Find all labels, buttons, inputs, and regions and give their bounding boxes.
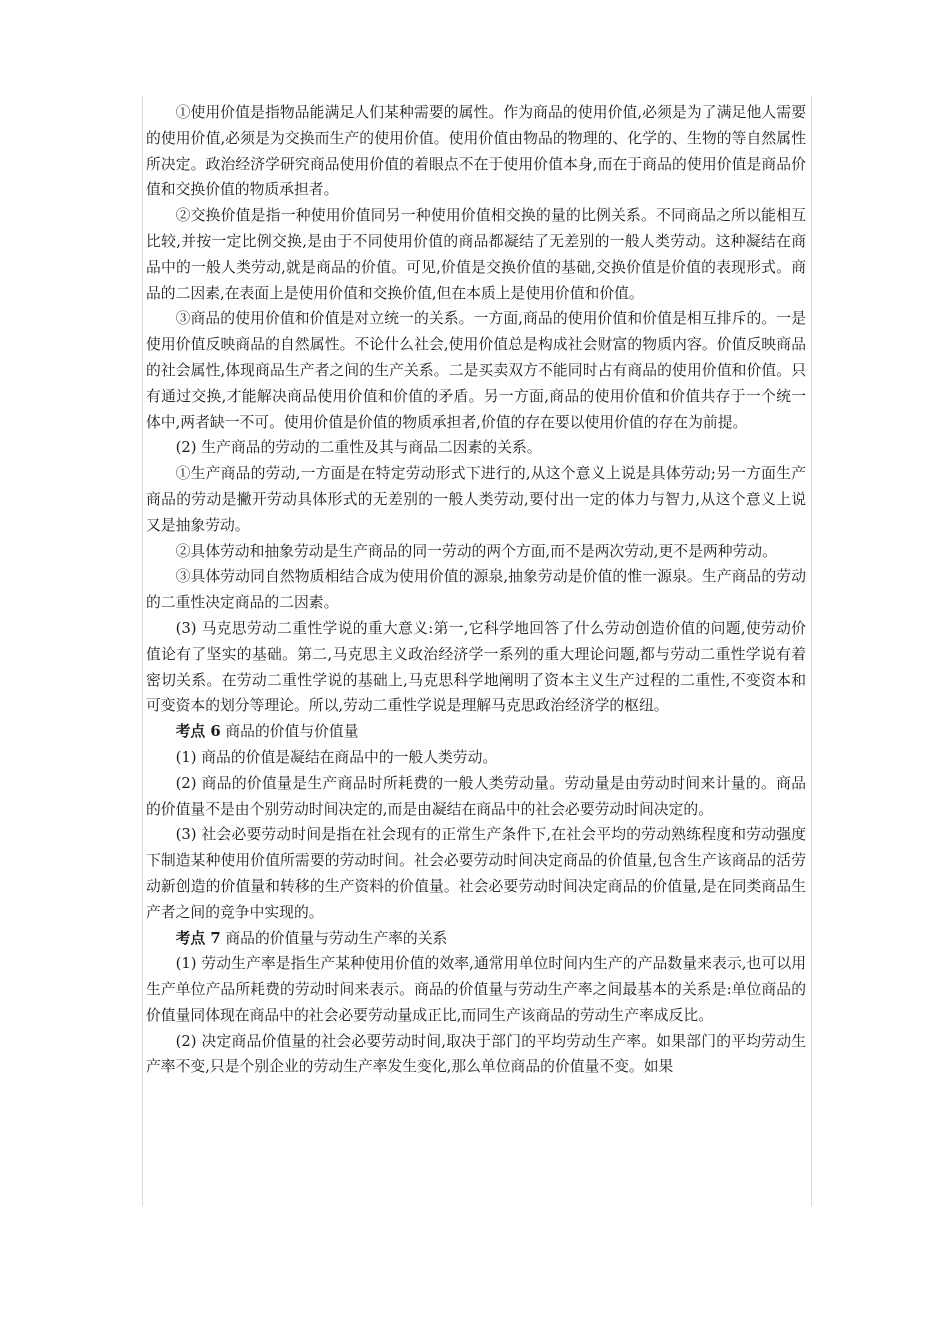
paragraph-source-of-value: ③具体劳动同自然物质相结合成为使用价值的源泉,抽象劳动是价值的惟一源泉。生产商品的劳动的二重性决定商品的二因素。 bbox=[146, 568, 806, 612]
paragraph-exchange-value: ②交换价值是指一种使用价值同另一种使用价值相交换的量的比例关系。不同商品之所以能相互比较,并按一定比例交换,是由于不同使用价值的商品都凝结了无差别的一般人类劳动。这种凝结在商品中的一般人类劳动,就是商品的价值。可见,价值是交换价值的基础,交换价值是价值的表现形式。商品的二因素,在表面上是使用价值和交换价值,但在本质上是使用价值和价值。 bbox=[146, 207, 806, 302]
paragraph-use-value: ①使用价值是指物品能满足人们某种需要的属性。作为商品的使用价值,必须是为了满足他人需要的使用价值,必须是为交换而生产的使用价值。使用价值由物品的物理的、化学的、生物的等自然属性所决定。政治经济学研究商品使用价值的着眼点不在于使用价值本身,而在于商品的使用价值是商品价值和交换价值的物质承担者。 bbox=[146, 104, 806, 199]
section7-paragraph: (1) 劳动生产率是指生产某种使用价值的效率,通常用单位时间内生产的产品数量来表示,也可以用生产单位产品所耗费的劳动时间来表示。商品的价值量与劳动生产率之间最基本的关系是:单位商品的价值量同体现在商品中的社会必要劳动量成正比,而同生产该商品的劳动生产率成反比。 bbox=[146, 955, 806, 1024]
paragraph-significance: (3) 马克思劳动二重性学说的重大意义:第一,它科学地回答了什么劳动创造价值的问题,使劳动价值论有了坚实的基础。第二,马克思主义政治经济学一系列的重大理论问题,都与劳动二重性学说有着密切关系。在劳动二重性学说的基础上,马克思科学地阐明了资本主义生产过程的二重性,不变资本和可变资本的划分等理论。所以,劳动二重性学说是理解马克思政治经济学的枢纽。 bbox=[146, 619, 806, 715]
section6-paragraph: (2) 商品的价值量是生产商品时所耗费的一般人类劳动量。劳动量是由劳动时间来计量的。商品的价值量不是由个别劳动时间决定的,而是由凝结在商品中的社会必要劳动时间决定的。 bbox=[146, 774, 806, 818]
section7-paragraph: (2) 决定商品价值量的社会必要劳动时间,取决于部门的平均劳动生产率。如果部门的平均劳动生产率不变,只是个别企业的劳动生产率发生变化,那么单位商品的价值量不变。如果 bbox=[146, 1032, 806, 1076]
document-body bbox=[146, 100, 806, 1080]
section-heading-6 bbox=[146, 719, 806, 745]
paragraph-concrete-abstract: ①生产商品的劳动,一方面是在特定劳动形式下进行的,从这个意义上说是具体劳动;另一方面生产商品的劳动是撇开劳动具体形式的无差别的一般人类劳动,要付出一定的体力与智力,从这个意义上说又是抽象劳动。 bbox=[146, 465, 806, 534]
section-heading-7 bbox=[146, 926, 806, 952]
paragraph-dual-labor: (2) 生产商品的劳动的二重性及其与商品二因素的关系。 bbox=[175, 439, 542, 457]
section-title-7: 商品的价值量与劳动生产率的关系 bbox=[220, 929, 448, 947]
section6-paragraph: (1) 商品的价值是凝结在商品中的一般人类劳动。 bbox=[175, 748, 498, 766]
paragraph-two-aspects: ②具体劳动和抽象劳动是生产商品的同一劳动的两个方面,而不是两次劳动,更不是两种劳动。 bbox=[175, 542, 777, 560]
section-label-6: 考点 6 bbox=[175, 723, 221, 741]
section6-paragraph: (3) 社会必要劳动时间是指在社会现有的正常生产条件下,在社会平均的劳动熟练程度和劳动强度下制造某种使用价值所需要的劳动时间。社会必要劳动时间决定商品的价值量,包含生产该商品的活劳动新创造的价值量和转移的生产资料的价值量。社会必要劳动时间决定商品的价值量,是在同类商品生产者之间的竞争中实现的。 bbox=[146, 826, 806, 921]
section-label-7: 考点 7 bbox=[175, 929, 221, 947]
paragraph-unity: ③商品的使用价值和价值是对立统一的关系。一方面,商品的使用价值和价值是相互排斥的。一是使用价值反映商品的自然属性。不论什么社会,使用价值总是构成社会财富的物质内容。价值反映商品的社会属性,体现商品生产者之间的生产关系。二是买卖双方不能同时占有商品的使用价值和价值。只有通过交换,才能解决商品使用价值和价值的矛盾。另一方面,商品的使用价值和价值共存于一个统一体中,两者缺一不可。使用价值是价值的物质承担者,价值的存在要以使用价值的存在为前提。 bbox=[146, 310, 806, 431]
section-title-6: 商品的价值与价值量 bbox=[220, 723, 359, 741]
